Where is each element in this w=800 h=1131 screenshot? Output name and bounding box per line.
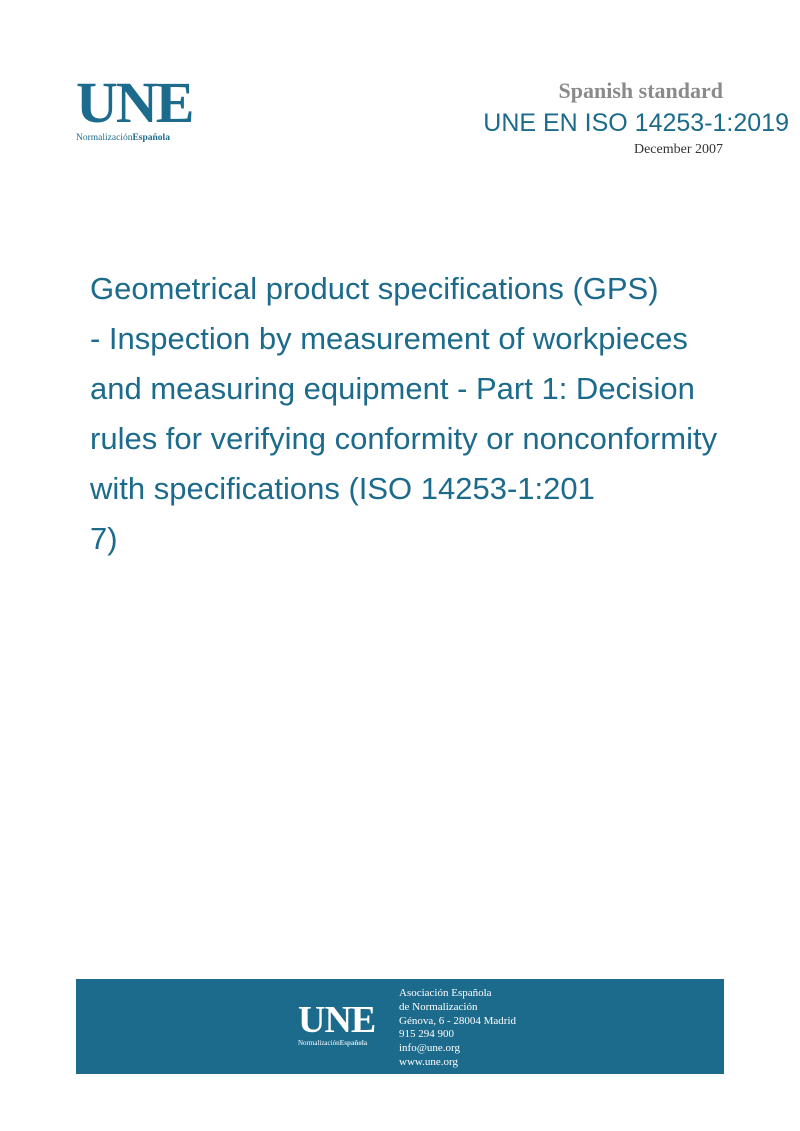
footer-banner — [76, 979, 724, 1074]
footer-logo-sub-bold: Española — [339, 1039, 368, 1047]
footer-une-logo — [298, 1001, 375, 1048]
footer-contact-info — [399, 987, 516, 1070]
une-logo — [76, 70, 216, 144]
footer-website: www.une.org — [399, 1055, 458, 1068]
logo-subtitle — [76, 132, 216, 144]
title-line: rules for verifying conformity or nonconformity — [90, 421, 718, 456]
footer-org-name-2: de Normalización — [399, 1000, 478, 1013]
footer-logo-sub-regular: Normalización — [298, 1039, 340, 1047]
title-line: and measuring equipment - Part 1: Decision — [90, 371, 695, 406]
document-title — [90, 264, 770, 564]
footer-logo-mark: UNE — [298, 999, 376, 1041]
title-line: 7) — [90, 521, 118, 556]
standard-date: December 2007 — [633, 142, 723, 157]
footer-org-name: Asociación Española — [399, 987, 492, 999]
logo-sub-bold: Española — [132, 133, 170, 143]
footer-phone: 915 294 900 — [399, 1028, 454, 1041]
standard-header — [483, 78, 789, 157]
standard-code: UNE EN ISO 14253-1:2019 — [483, 109, 789, 137]
standard-kind: Spanish standard — [558, 78, 723, 103]
footer-email: info@une.org — [399, 1042, 460, 1055]
logo-mark: UNE — [76, 70, 193, 135]
title-line: - Inspection by measurement of workpieces — [90, 321, 688, 356]
logo-sub-regular: Normalización — [76, 133, 133, 143]
title-line: with specifications (ISO 14253-1:201 — [90, 471, 595, 506]
footer-address: Génova, 6 - 28004 Madrid — [399, 1014, 517, 1027]
footer-logo-subtitle — [298, 1039, 375, 1048]
title-line: Geometrical product specifications (GPS) — [90, 271, 659, 306]
